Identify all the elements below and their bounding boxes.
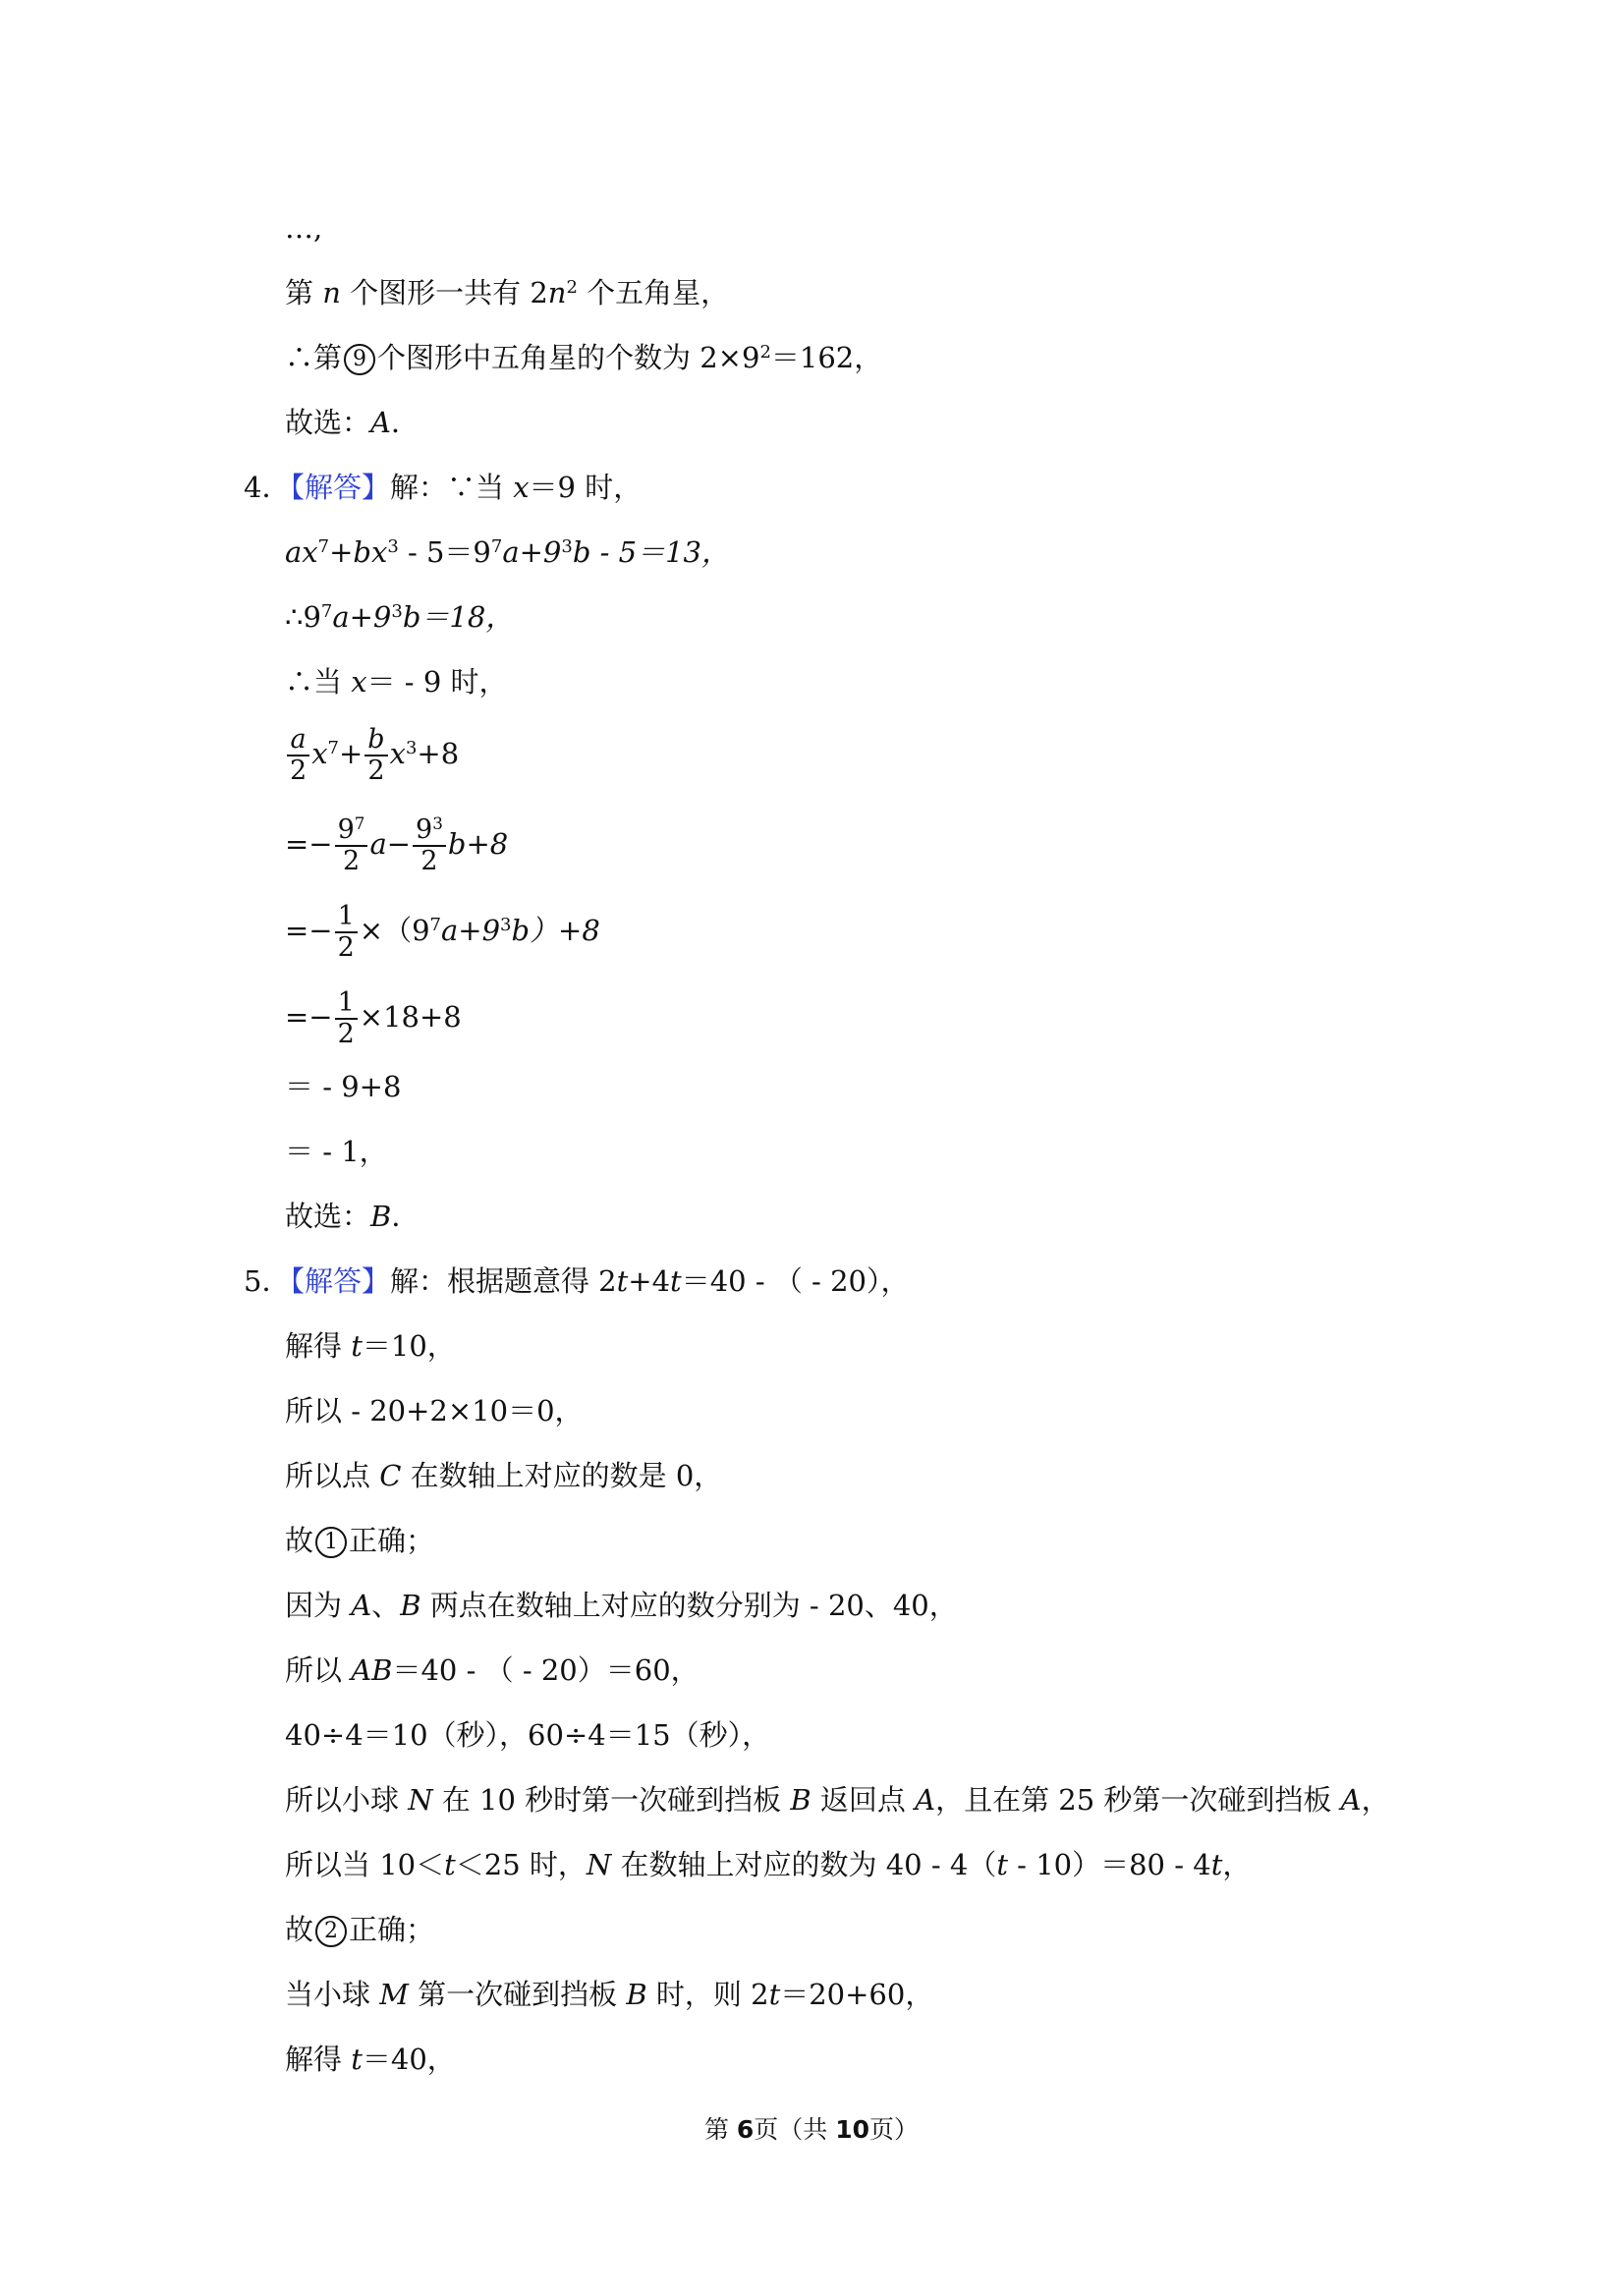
circled-number: 9 — [344, 344, 375, 375]
fraction: $\frac{9^7}{2}$ — [335, 815, 368, 876]
fraction: $\frac{1}{2}$ — [335, 988, 358, 1049]
text-line: 所以当 10＜t＜25 时，N 在数轴上对应的数为 40 - 4（t - 10）＝80 - 4t， — [285, 1848, 1252, 1881]
text-line: 所以 - 20+2×10＝0， — [285, 1394, 584, 1428]
formula-line: =− $\frac{1}{2}$ $\times(9^7a+9^3b)+8$ — [285, 901, 600, 963]
question-4-header: 4．【解答】解：∵当 x＝9 时， — [244, 471, 643, 504]
text-line: 所以点 C 在数轴上对应的数是 0， — [285, 1459, 723, 1492]
text-line: ＝ - 9+8 — [285, 1070, 402, 1103]
formula-line: $\frac{a}{2}$ $x^7+$ $\frac{b}{2}$ $x^3+8$ — [285, 725, 459, 786]
answer-tag: 【解答】 — [290, 1264, 390, 1298]
text-line: 故选：A． — [285, 406, 420, 439]
circled-number: 2 — [315, 1916, 347, 1947]
text-line: ∴第 9 个图形中五角星的个数为 $2\times 9^2=162$， — [285, 341, 883, 374]
text-line: ∴当 x＝ - 9 时， — [285, 665, 508, 699]
text-line: 40÷4＝10（秒），60÷4＝15（秒）， — [285, 1718, 771, 1752]
formula-line: =− $\frac{9^7}{2}$ a− $\frac{9^3}{2}$ b+8 — [285, 812, 509, 876]
fraction: $\frac{1}{2}$ — [335, 902, 358, 963]
page-footer: 第 6页（共 10页） — [703, 2115, 920, 2144]
text-line: 所以 AB＝40 - （ - 20）＝60， — [285, 1653, 700, 1687]
text-line: $ax^7+bx^3 - 5=9^7a+9^3b - 5=13$， — [285, 535, 730, 569]
text-line: 解得 t＝40， — [285, 2043, 456, 2076]
text-line: …, — [285, 211, 323, 245]
text-line: 故 2 正确； — [285, 1913, 435, 1946]
text-line: 因为 A、B 两点在数轴上对应的数分别为 - 20、40， — [285, 1589, 958, 1622]
text-line: ＝ - 1， — [285, 1135, 388, 1168]
text-line: 故选：B． — [285, 1200, 420, 1233]
fraction: $\frac{9^3}{2}$ — [413, 815, 446, 876]
text-line: 故 1 正确； — [285, 1524, 435, 1557]
question-5-header: 5．【解答】解：根据题意得 2t+4t＝40 - （ - 20）， — [244, 1264, 910, 1298]
page-total: 10 — [835, 2115, 870, 2144]
text-line: 第 n 个图形一共有 $2n^2$ 个五角星， — [285, 276, 730, 309]
circled-number: 1 — [315, 1527, 347, 1558]
answer-tag: 【解答】 — [290, 471, 390, 504]
fraction: $\frac{a}{2}$ — [287, 725, 309, 786]
page-number: 6 — [736, 2115, 755, 2144]
fraction: $\frac{b}{2}$ — [364, 725, 387, 786]
text-line: 当小球 M 第一次碰到挡板 B 时，则 2t＝20+60， — [285, 1978, 934, 2011]
text-line: 解得 t＝10， — [285, 1329, 456, 1363]
formula-line: =− $\frac{1}{2}$ ×18+8 — [285, 987, 462, 1049]
text-line: 所以小球 N 在 10 秒时第一次碰到挡板 B 返回点 A，且在第 25 秒第一次碰到挡板 A， — [285, 1783, 1390, 1817]
text-line: $\therefore 9^7a+9^3b=18$， — [285, 600, 515, 634]
